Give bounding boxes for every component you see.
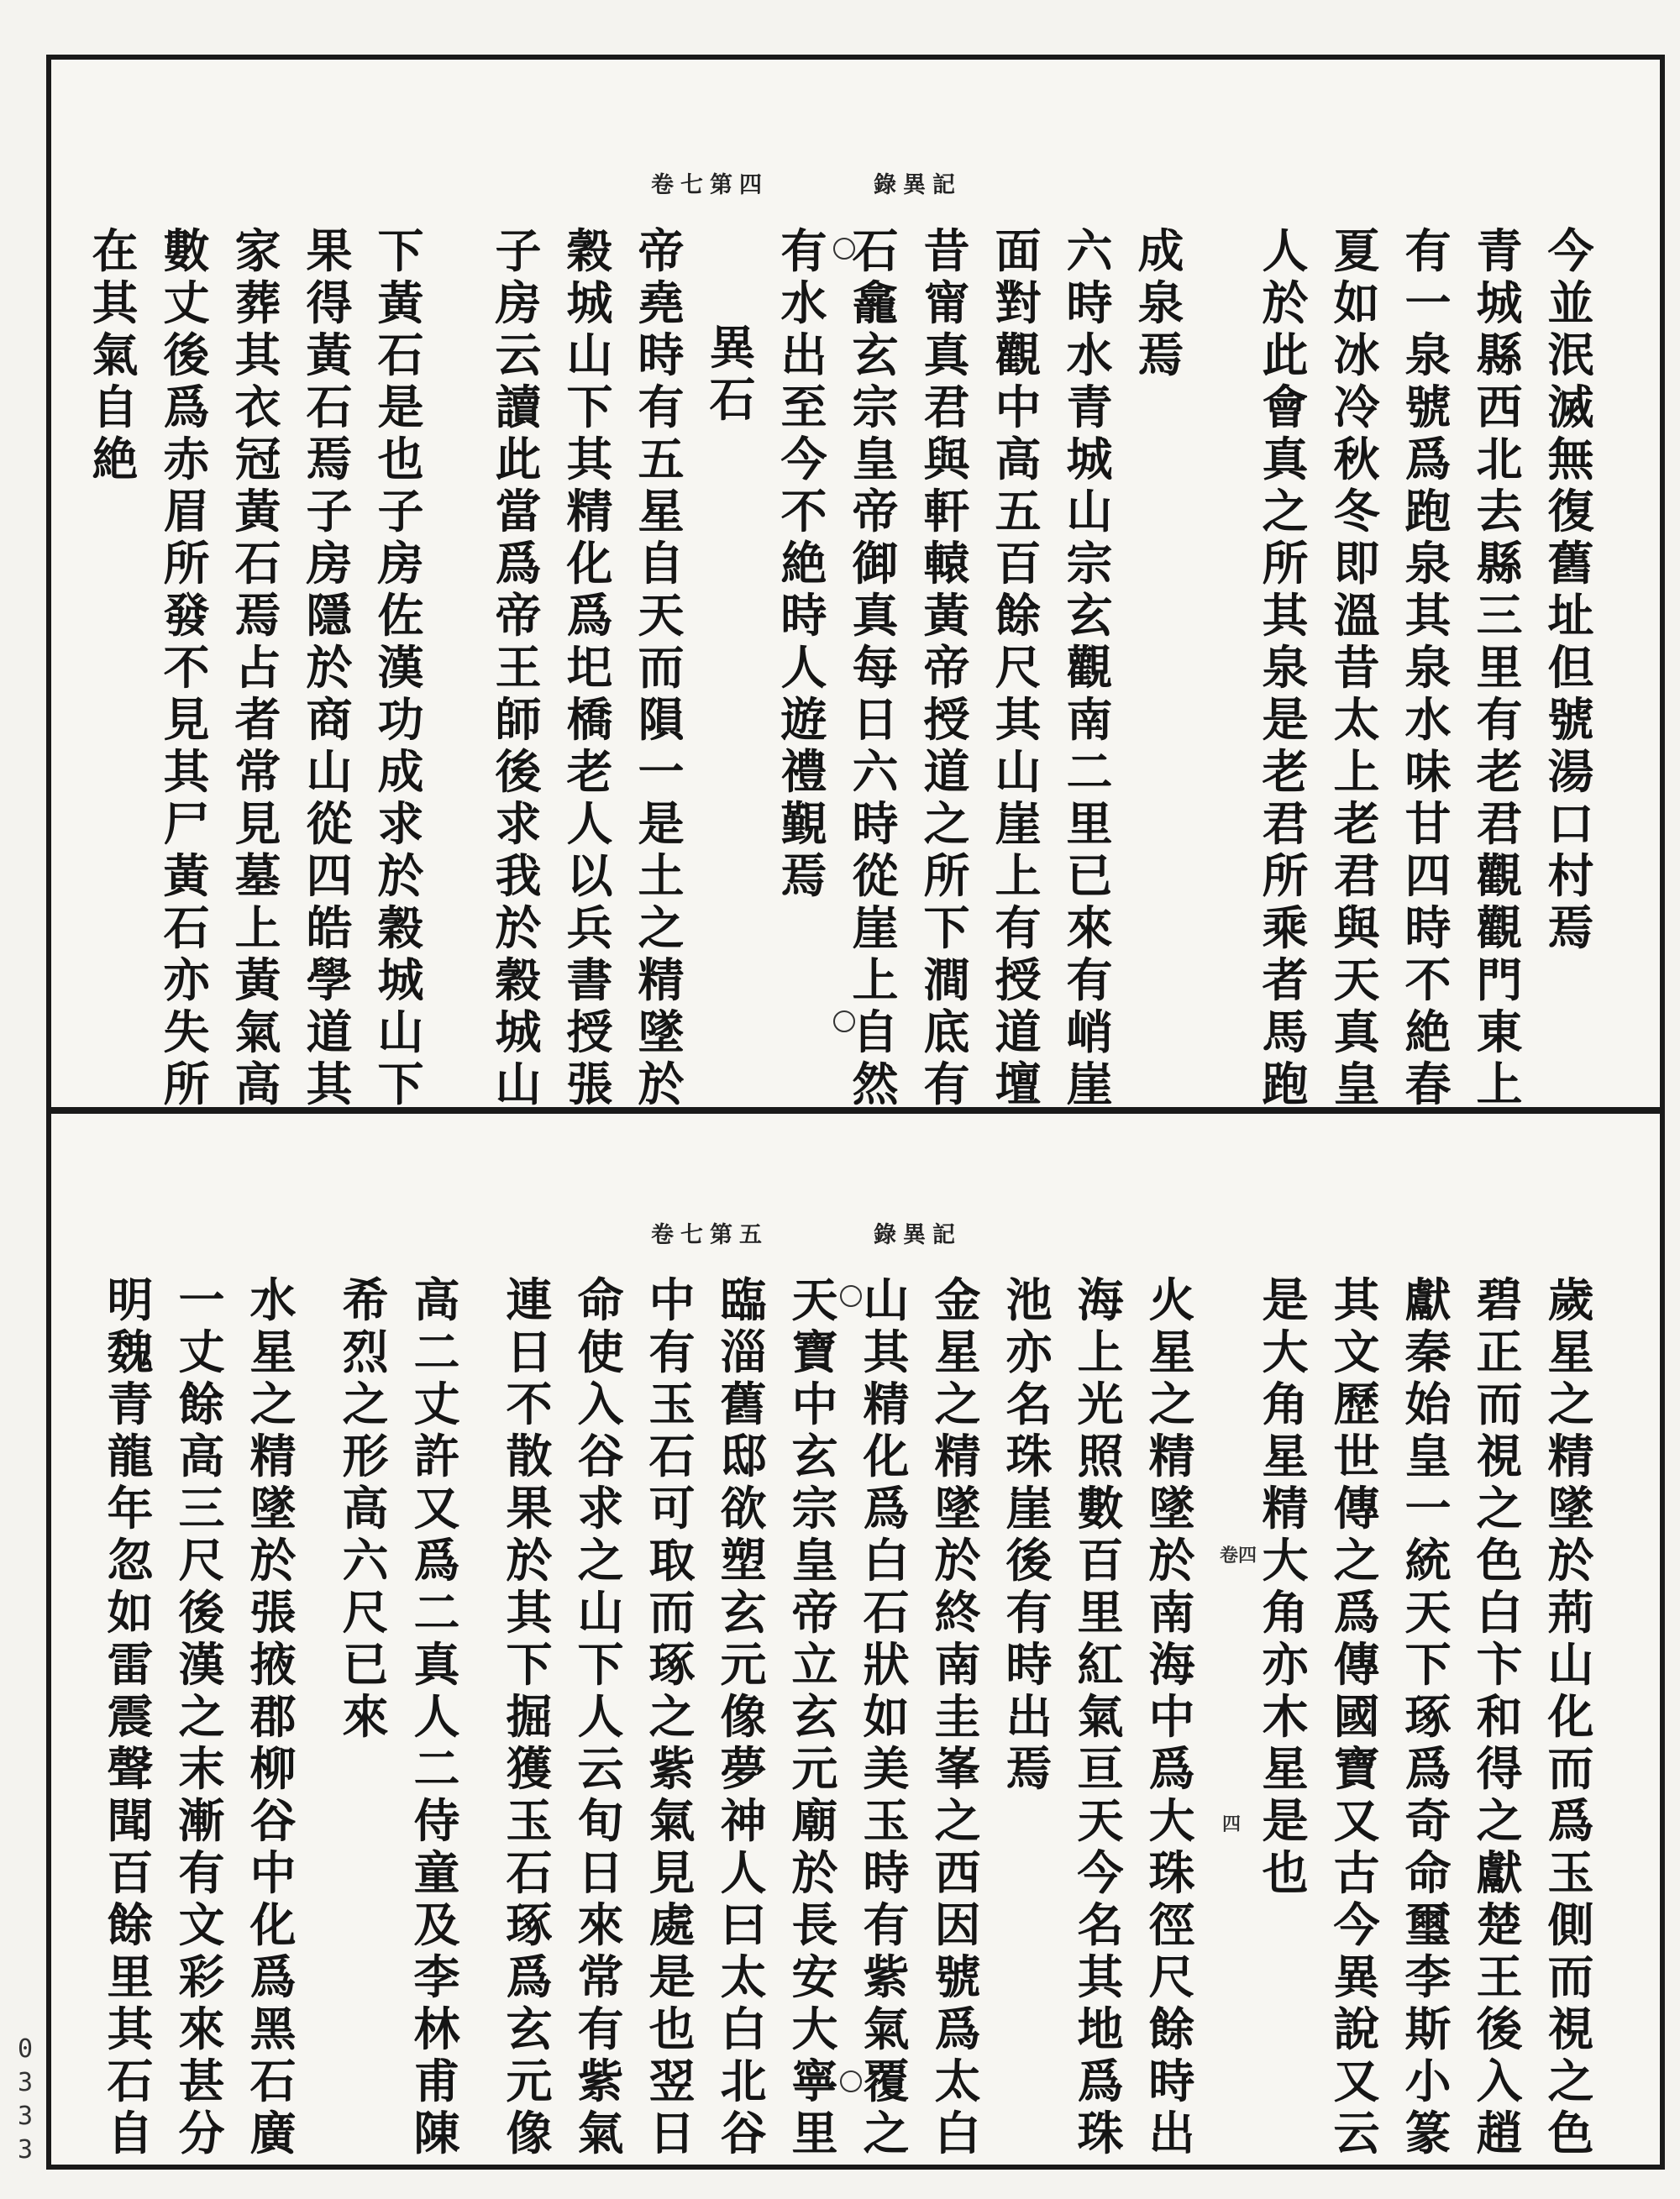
running-title: 錄異記 <box>874 1222 962 1248</box>
text-column: 穀城山下其精化爲圯橋老人以兵書授張 <box>566 223 613 1111</box>
text-column: 人於此會真之所其泉是老君所乘者馬跑 <box>1262 223 1309 1111</box>
running-volume: 卷七第五 <box>651 1222 769 1248</box>
text-column: 中有玉石可取而琢之紫氣見處是也翌日 <box>648 1273 696 2160</box>
text-column: 金星之精墜於終南圭峯之西因號爲太白 <box>934 1273 981 2160</box>
text-column: 歲星之精墜於荊山化而爲玉側而視之色 <box>1547 1273 1594 2160</box>
text-column: 臨淄舊邸欲塑玄元像夢神人曰太白北谷 <box>720 1273 767 2160</box>
text-column: 希烈之形高六尺已來 <box>342 1273 389 1744</box>
text-column: 子房云讀此當爲帝王師後求我於穀城山 <box>495 223 542 1111</box>
collation-circle <box>840 2070 862 2092</box>
text-column: 果得黃石焉子房隱於商山從四皓學道其 <box>306 223 353 1111</box>
text-column: 海上光照數百里紅氣亘天今名其地爲珠 <box>1077 1273 1124 2160</box>
text-column: 今並泯滅無復舊址但號湯口村焉 <box>1547 223 1594 955</box>
text-column: 水星之精墜於張掖郡柳谷中化爲黑石廣 <box>249 1273 297 2160</box>
text-column: 明魏青龍年忽如雷震聲聞百餘里其石自 <box>107 1273 154 2160</box>
text-column: 帝堯時有五星自天而隕一是土之精墜於 <box>638 223 685 1111</box>
text-column: 池亦名珠崖後有時出焉 <box>1005 1273 1053 1796</box>
text-column: 夏如冰冷秋冬即溫昔太上老君與天真皇 <box>1333 223 1380 1111</box>
text-column: 連日不散果於其下掘獲玉石琢爲玄元像 <box>506 1273 553 2160</box>
margin-note: 卷四 <box>1220 1545 1257 1567</box>
text-column: 六時水青城山宗玄觀南二里已來有峭崖 <box>1066 223 1113 1111</box>
collation-circle <box>833 238 855 260</box>
text-column: 其文歷世傳之爲傳國寶又古今異說又云 <box>1333 1273 1380 2160</box>
collation-circle <box>840 1285 862 1307</box>
text-column: 青城縣西北去縣三里有老君觀觀門東上 <box>1476 223 1523 1111</box>
text-column: 高二丈許又爲二真人二侍童及李林甫陳 <box>413 1273 460 2160</box>
text-column: 天寶中玄宗皇帝立玄元廟於長安大寧里 <box>791 1273 838 2160</box>
text-column: 一丈餘高三尺後漢之末漸有文彩來甚分 <box>178 1273 225 2160</box>
text-column: 碧正而視之色白卞和得之獻楚王後入趙 <box>1476 1273 1523 2160</box>
text-column: 石龕玄宗皇帝御真每日六時從崖上自然 <box>852 223 899 1111</box>
text-column: 有水出至今不絶時人遊禮覲焉 <box>780 223 827 903</box>
running-title: 錄異記 <box>874 172 962 198</box>
text-column: 家葬其衣冠黃石焉占者常見墓上黃氣高 <box>234 223 281 1111</box>
margin-note-mark: 四 <box>1222 1813 1242 1835</box>
text-column: 下黃石是也子房佐漢功成求於穀城山下 <box>377 223 424 1111</box>
text-column: 數丈後爲赤眉所發不見其尸黃石亦失所 <box>163 223 210 1111</box>
text-column: 在其氣自絶 <box>92 223 139 486</box>
collation-circle <box>833 1010 855 1032</box>
text-column: 昔甯真君與軒轅黃帝授道之所下澗底有 <box>923 223 970 1111</box>
text-column: 命使入谷求之山下人云旬日來常有紫氣 <box>577 1273 624 2160</box>
text-column: 山其精化爲白石狀如美玉時有紫氣覆之 <box>863 1273 910 2160</box>
section-heading: 異石 <box>709 320 756 427</box>
page-number: 0333 <box>17 2034 34 2165</box>
running-volume: 卷七第四 <box>651 172 769 198</box>
text-column: 獻秦始皇一統天下琢爲奇命璽李斯小篆 <box>1404 1273 1452 2160</box>
text-column: 面對觀中高五百餘尺其山崖上有授道壇 <box>995 223 1042 1111</box>
text-column: 火星之精墜於南海中爲大珠徑尺餘時出 <box>1148 1273 1195 2160</box>
text-column: 有一泉號爲跑泉其泉水味甘四時不絶春 <box>1404 223 1452 1111</box>
text-column: 是大角星精大角亦木星是也 <box>1262 1273 1309 1900</box>
text-column: 成泉焉 <box>1137 223 1184 382</box>
